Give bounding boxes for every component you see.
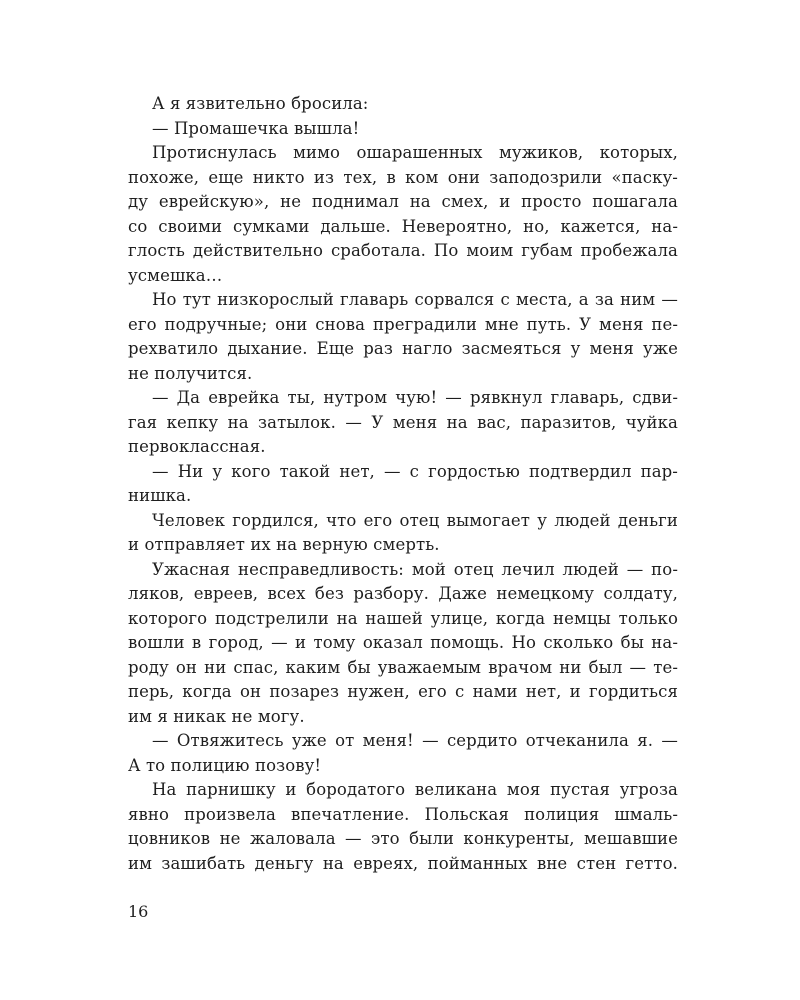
text-line: — Ни у кого такой нет, — с гордостью подтвердил пар- [152,461,678,481]
text-line: и отправляет их на верную смерть. [128,535,440,554]
text-line: — Отвяжитесь уже от меня! — сердито отчеканила я. — [152,731,678,750]
text-line: ду еврейскую», не поднимал на смех, и просто пошагала [128,192,678,211]
text-line: нишка. [128,486,192,505]
text-line: На парнишку и бородатого великана моя пустая угроза [152,780,678,799]
text-line: со своими сумками дальше. Невероятно, но, кажется, на- [128,216,678,236]
text-line: Человек гордился, что его отец вымогает у людей деньги [152,510,678,530]
text-line: гая кепку на затылок. — У меня на вас, паразитов, чуйка [128,412,678,432]
text-line: им зашибать деньгу на евреях, пойманных вне стен гетто. [128,853,678,873]
body-text [128,92,678,876]
text-line: Протиснулась мимо ошарашенных мужиков, которых, [152,143,678,162]
text-line: — Да еврейка ты, нутром чую! — рявкнул главарь, сдви- [152,388,678,407]
text-line: его подручные; они снова преградили мне путь. У меня пе- [128,314,678,334]
text-line: похоже, еще никто из тех, в ком они заподозрили «паску- [128,167,678,187]
text-line: роду он ни спас, каким бы уважаемым врачом ни был — те- [128,657,678,677]
text-line: им я никак не могу. [128,706,305,726]
text-line: явно произвела впечатление. Польская полиция шмаль- [128,804,678,824]
text-line: А я язвительно бросила: [152,94,369,113]
text-line: А то полицию позову! [128,755,322,775]
text-line: — Промашечка вышла! [152,118,360,138]
text-line: рехватило дыхание. Еще раз нагло засмеяться у меня уже [128,339,678,358]
text-line: ляков, евреев, всех без разбору. Даже немецкому солдату, [128,584,678,603]
text-line: Но тут низкорослый главарь сорвался с места, а за ним — [152,290,678,309]
text-line: глость действительно сработала. По моим губам пробежала [128,241,678,260]
text-line: Ужасная несправедливость: мой отец лечил людей — по- [152,559,678,579]
text-line: которого подстрелили на нашей улице, когда немцы только [128,608,678,628]
text-line: первоклассная. [128,437,266,456]
text-line: перь, когда он позарез нужен, его с нами нет, и гордиться [128,682,678,701]
text-line: усмешка… [128,265,223,285]
text-line: цовников не жаловала — это были конкуренты, мешавшие [128,829,678,848]
text-line: вошли в город, — и тому оказал помощь. Но сколько бы на- [128,633,678,652]
page-number: 16 [128,902,149,921]
text-line: не получится. [128,363,253,383]
